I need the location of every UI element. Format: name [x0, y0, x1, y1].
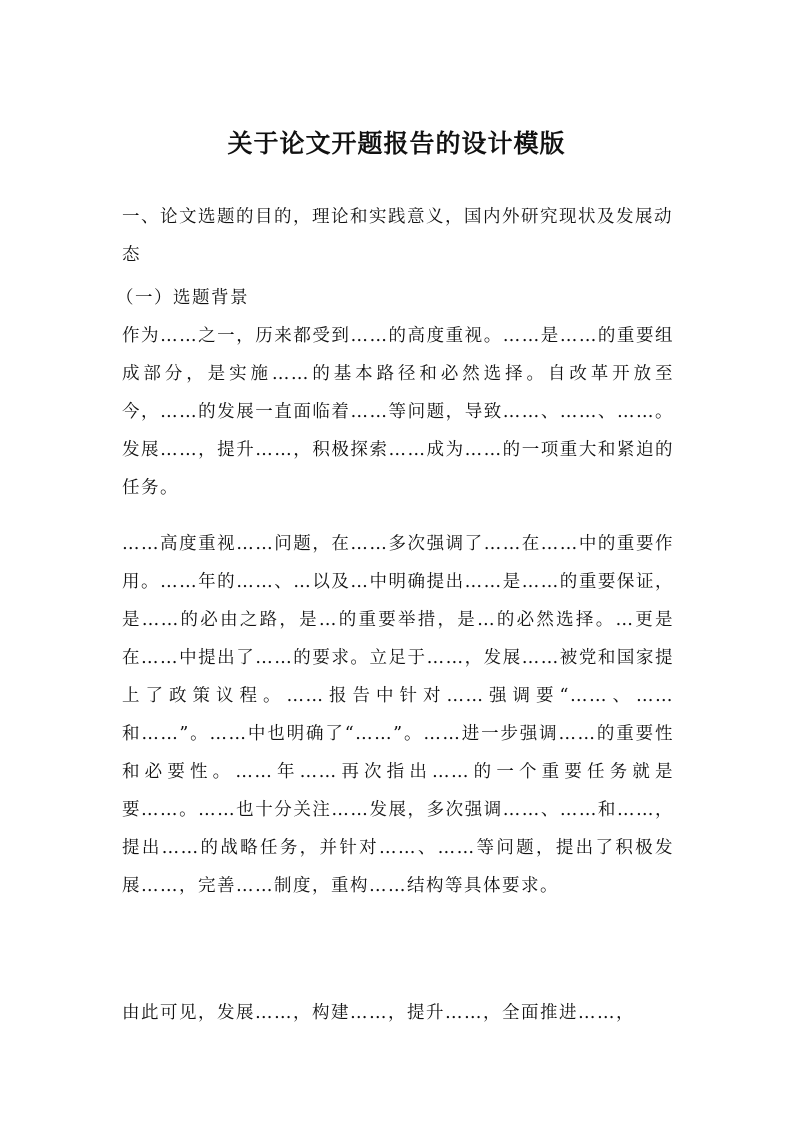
section-heading: 一、论文选题的目的，理论和实践意义，国内外研究现状及发展动态 [122, 207, 673, 265]
subsection-heading: （一）选题背景 [116, 288, 249, 308]
document-title: 关于论文开题报告的设计模版 [227, 129, 566, 158]
paragraph-3: 由此可见，发展……，构建……，提升……，全面推进……， [122, 1003, 635, 1023]
paragraph-1: 作为……之一，历来都受到……的高度重视。……是……的重要组成部分，是实施……的基本路径和必然选择。自改革开放至今，……的发展一直面临着……等问题，导致……、……、……。发展……，提升……，积极探索……成为……的一项重大和紧迫的任务。 [122, 326, 674, 498]
paragraph-2: ……高度重视……问题，在……多次强调了……在……中的重要作用。……年的……、…以及…中明确提出……是……的重要保证，是……的必由之路，是…的重要举措，是…的必然选择。…更是在……中提出了……的要求。立足于……，发展……被党和国家提上了政策议程。……报告中针对……强调要“……、……和……”。……中也明确了“……”。……进一步强调……的重要性和必要性。……年……再次指出……的一个重要任务就是要……。……也十分关注……发展，多次强调……、……和……，提出……的战略任务，并针对……、……等问题，提出了积极发展……，完善……制度，重构……结构等具体要求。 [122, 534, 674, 896]
